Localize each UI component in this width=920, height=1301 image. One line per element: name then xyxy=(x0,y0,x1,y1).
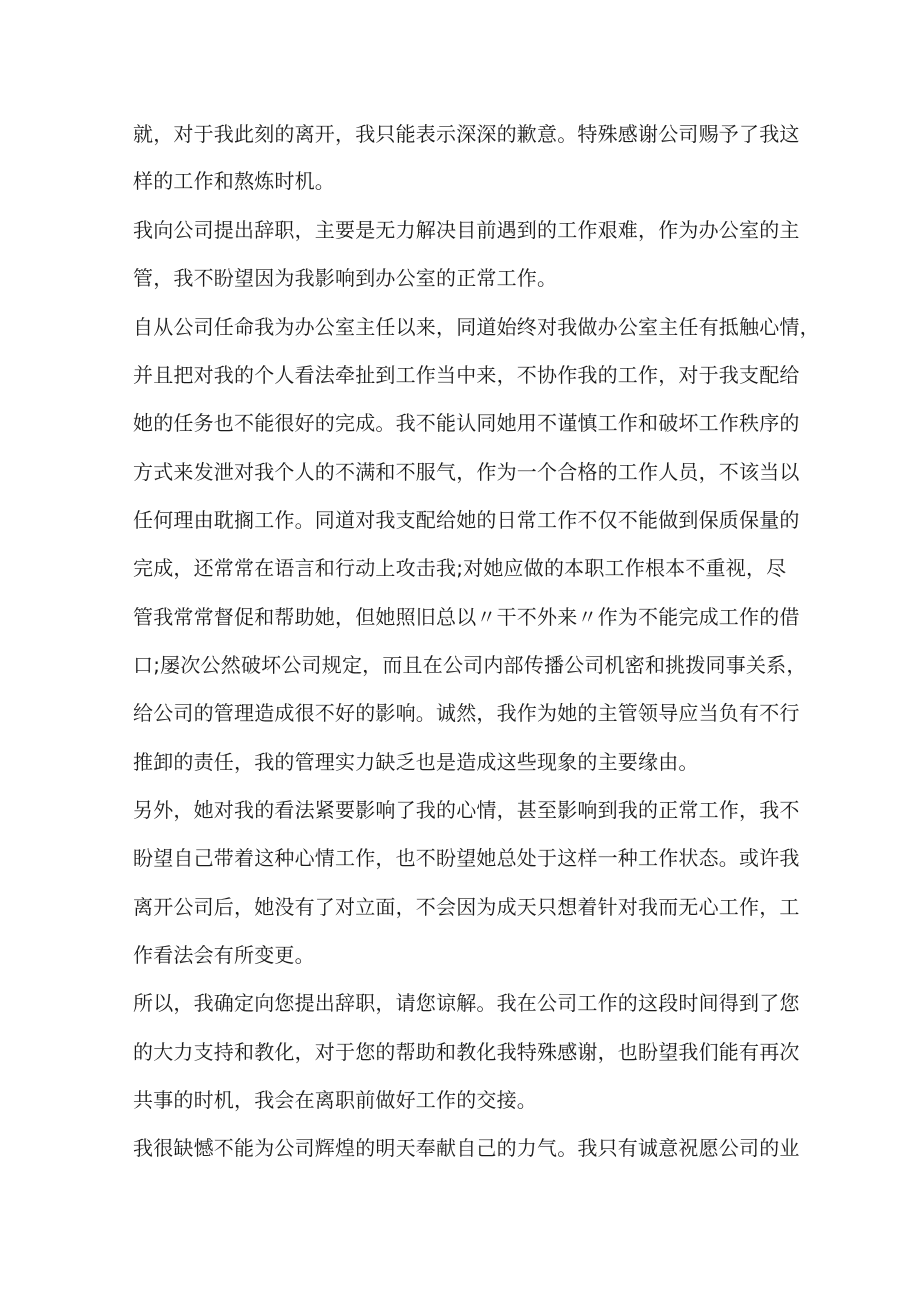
text-line: 推卸的责任，我的管理实力缺乏也是造成这些现象的主要缘由。 xyxy=(133,750,699,774)
text-line: 管，我不盼望因为我影响到办公室的正常工作。 xyxy=(133,266,558,290)
text-line: 口;屡次公然破坏公司规定，而且在公司内部传播公司机密和挑拨同事关系， xyxy=(133,653,807,677)
text-line: 管我常常督促和帮助她，但她照旧总以〃干不外来〃作为不能完成工作的借 xyxy=(133,605,800,629)
text-line: 她的任务也不能很好的完成。我不能认同她用不谨慎工作和破坏工作秩序的 xyxy=(133,411,800,435)
text-line: 自从公司任命我为办公室主任以来，同道始终对我做办公室主任有抵触心情， xyxy=(133,315,820,339)
text-line: 所以，我确定向您提出辞职，请您谅解。我在公司工作的这段时间得到了您 xyxy=(133,991,800,1015)
text-line: 样的工作和熬炼时机。 xyxy=(133,169,335,193)
text-line: 方式来发泄对我个人的不满和不服气，作为一个合格的工作人员，不该当以 xyxy=(133,460,800,484)
text-line: 我很缺憾不能为公司辉煌的明天奉献自己的力气。我只有诚意祝愿公司的业 xyxy=(133,1136,800,1160)
text-line: 的大力支持和教化，对于您的帮助和教化我特殊感谢，也盼望我们能有再次 xyxy=(133,1040,800,1064)
text-line: 盼望自己带着这种心情工作，也不盼望她总处于这样一种工作状态。或许我 xyxy=(133,846,800,870)
text-line: 完成，还常常在语言和行动上攻击我;对她应做的本职工作根本不重视，尽 xyxy=(133,556,787,580)
text-line: 我向公司提出辞职，主要是无力解决目前遇到的工作艰难，作为办公室的主 xyxy=(133,218,800,242)
text-line: 就，对于我此刻的离开，我只能表示深深的歉意。特殊感谢公司赐予了我这 xyxy=(133,122,800,146)
text-line: 共事的时机，我会在离职前做好工作的交接。 xyxy=(133,1088,537,1112)
text-line: 离开公司后，她没有了对立面，不会因为成天只想着针对我而无心工作，工 xyxy=(133,895,800,919)
text-line: 给公司的管理造成很不好的影响。诚然，我作为她的主管领导应当负有不行 xyxy=(133,701,800,725)
text-line: 另外，她对我的看法紧要影响了我的心情，甚至影响到我的正常工作，我不 xyxy=(133,798,800,822)
text-line: 任何理由耽搁工作。同道对我支配给她的日常工作不仅不能做到保质保量的 xyxy=(133,508,800,532)
text-line: 并且把对我的个人看法牵扯到工作当中来，不协作我的工作，对于我支配给 xyxy=(133,363,800,387)
text-line: 作看法会有所变更。 xyxy=(133,943,315,967)
